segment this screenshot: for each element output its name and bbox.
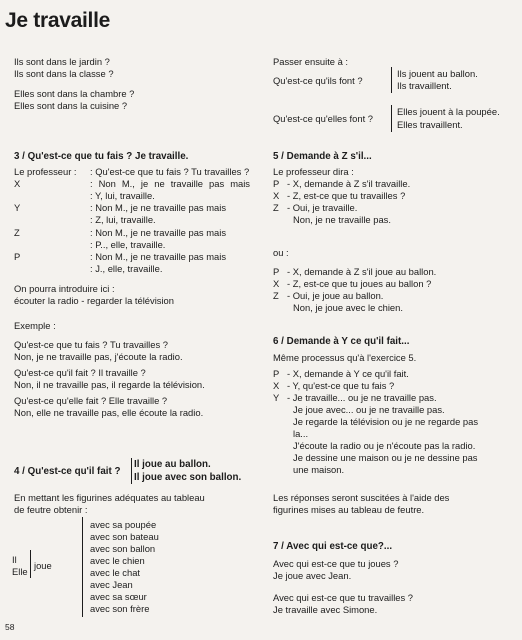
page-title: Je travaille	[5, 9, 110, 32]
ex5-ou: ou :	[273, 247, 289, 258]
ex3-example-line: Non, elle ne travaille pas, elle écoute la radio.	[14, 407, 204, 418]
ex3-ecouter: écouter la radio - regarder la télévision	[14, 295, 174, 306]
ex4-option: avec Jean	[90, 579, 133, 590]
ex6-title: 6 / Demande à Y ce qu'il fait...	[273, 336, 410, 347]
ex3-row-z-line-1: : Non M., je ne travaille pas mais	[90, 227, 227, 238]
ex3-example-line: Qu'est-ce qu'elle fait ? Elle travaille ?	[14, 395, 168, 406]
ex5-line: - Oui, je travaille.	[287, 202, 358, 213]
ex3-row-y-line-1: : Non M., je ne travaille pas mais	[90, 202, 227, 213]
ex6-line: - X, demande à Y ce qu'il fait.	[287, 368, 409, 379]
intro-elles-answer-2: Elles travaillent.	[397, 119, 463, 130]
ex4-option: avec le chat	[90, 567, 141, 578]
intro-ils-question: Qu'est-ce qu'ils font ?	[273, 75, 363, 86]
ex3-example-line: Qu'est-ce qu'il fait ? Il travaille ?	[14, 367, 146, 378]
ex3-prof-text: : Qu'est-ce que tu fais ? Tu travailles ?	[90, 166, 250, 177]
ex6-y-line: Je joue avec... ou je ne travaille pas.	[293, 404, 445, 415]
ex6-meme: Même processus qu'à l'exercice 5.	[273, 352, 417, 363]
ex5-line: - Z, est-ce que tu travailles ?	[287, 190, 406, 201]
intro-elles-answer-1: Elles jouent à la poupée.	[397, 106, 500, 117]
ex3-title: 3 / Qu'est-ce que tu fais ? Je travaille.	[14, 151, 189, 162]
intro-q-3: Elles sont dans la chambre ?	[14, 88, 135, 99]
ex3-row-p-subject: P	[14, 251, 21, 262]
ex7-line: Je joue avec Jean.	[273, 570, 352, 581]
brace-bar	[82, 517, 83, 617]
ex4-verb: joue	[34, 560, 52, 571]
ex4-subject-il: Il	[12, 554, 17, 565]
ex6-line: - Je travaille... ou je ne travaille pas.	[287, 392, 437, 403]
ex5-speaker: Z	[273, 202, 279, 213]
ex6-reponses-1: Les réponses seront suscitées à l'aide des	[273, 492, 450, 503]
ex4-subject-elle: Elle	[12, 566, 28, 577]
ex3-row-x-line-2: : Y, lui, travaille.	[90, 190, 155, 201]
ex5-line: - X, demande à Z s'il joue au ballon.	[287, 266, 437, 277]
ex5-speaker: P	[273, 266, 280, 277]
ex3-row-x-subject: X	[14, 178, 21, 189]
ex5-title: 5 / Demande à Z s'il...	[273, 151, 372, 162]
ex3-row-z-subject: Z	[14, 227, 20, 238]
ex4-option: avec le chien	[90, 555, 145, 566]
ex3-exemple: Exemple :	[14, 320, 56, 331]
ex7-line: Avec qui est-ce que tu travailles ?	[273, 592, 414, 603]
ex3-row-z-line-2: : P.., elle, travaille.	[90, 239, 166, 250]
ex4-option: avec son frère	[90, 603, 150, 614]
ex4-title: 4 / Qu'est-ce qu'il fait ?	[14, 466, 121, 477]
ex5-speaker: X	[273, 278, 280, 289]
intro-ils-answer-1: Ils jouent au ballon.	[397, 68, 478, 79]
ex3-row-y-subject: Y	[14, 202, 21, 213]
ex6-speaker: P	[273, 368, 280, 379]
intro-q-1: Ils sont dans le jardin ?	[14, 56, 110, 67]
ex3-row-p-line-1: : Non M., je ne travaille pas mais	[90, 251, 227, 262]
ex5-prof: Le professeur dira :	[273, 166, 354, 177]
ex6-y-line: Je dessine une maison ou je ne dessine pas	[293, 452, 478, 463]
ex6-y-line: Je regarde la télévision ou je ne regarde pas	[293, 416, 479, 427]
ex5-speaker: X	[273, 190, 280, 201]
ex5-speaker: P	[273, 178, 280, 189]
ex4-option: avec sa poupée	[90, 519, 157, 530]
brace-bar	[391, 105, 392, 132]
ex5-line: - Oui, je joue au ballon.	[287, 290, 384, 301]
ex6-line: - Y, qu'est-ce que tu fais ?	[287, 380, 395, 391]
page-number: 58	[5, 622, 15, 632]
ex4-answer-1: Il joue au ballon.	[134, 459, 211, 470]
ex4-instruction-1: En mettant les figurines adéquates au tableau	[14, 492, 205, 503]
ex5-line: Non, je ne travaille pas.	[293, 214, 391, 225]
intro-q-4: Elles sont dans la cuisine ?	[14, 100, 128, 111]
ex4-instruction-2: de feutre obtenir :	[14, 504, 88, 515]
ex5-speaker: Z	[273, 290, 279, 301]
ex6-speaker: X	[273, 380, 280, 391]
intro-ils-answer-2: Ils travaillent.	[397, 80, 452, 91]
ex4-option: avec son bateau	[90, 531, 159, 542]
ex3-example-line: Non, je ne travaille pas, j'écoute la radio.	[14, 351, 183, 362]
ex4-answer-2: Il joue avec son ballon.	[134, 472, 242, 483]
ex6-y-line: une maison.	[293, 464, 345, 475]
ex6-y-line: J'écoute la radio ou je n'écoute pas la radio.	[293, 440, 476, 451]
intro-q-2: Ils sont dans la classe ?	[14, 68, 114, 79]
ex3-on-pourra: On pourra introduire ici :	[14, 283, 115, 294]
intro-passer: Passer ensuite à :	[273, 56, 349, 67]
ex6-y-line: la...	[293, 428, 309, 439]
ex3-row-x-line-1: : Non M., je ne travaille pas mais	[90, 178, 250, 189]
ex7-line: Je travaille avec Simone.	[273, 604, 378, 615]
ex3-example-line: Non, il ne travaille pas, il regarde la télévision.	[14, 379, 205, 390]
ex3-prof-label: Le professeur :	[14, 166, 77, 177]
brace-bar	[30, 550, 31, 578]
ex4-option: avec sa sœur	[90, 591, 147, 602]
ex4-option: avec son ballon	[90, 543, 156, 554]
ex5-line: - Z, est-ce que tu joues au ballon ?	[287, 278, 432, 289]
brace-bar	[131, 458, 132, 484]
ex5-line: Non, je joue avec le chien.	[293, 302, 403, 313]
ex6-reponses-2: figurines mises au tableau de feutre.	[273, 504, 425, 515]
ex3-row-y-line-2: : Z, lui, travaille.	[90, 214, 156, 225]
ex7-line: Avec qui est-ce que tu joues ?	[273, 558, 399, 569]
ex7-title: 7 / Avec qui est-ce que?...	[273, 541, 393, 552]
ex5-line: - X, demande à Z s'il travaille.	[287, 178, 411, 189]
intro-elles-question: Qu'est-ce qu'elles font ?	[273, 113, 373, 124]
brace-bar	[391, 67, 392, 93]
ex3-row-p-line-2: : J., elle, travaille.	[90, 263, 163, 274]
ex3-example-line: Qu'est-ce que tu fais ? Tu travailles ?	[14, 339, 168, 350]
ex6-speaker: Y	[273, 392, 280, 403]
